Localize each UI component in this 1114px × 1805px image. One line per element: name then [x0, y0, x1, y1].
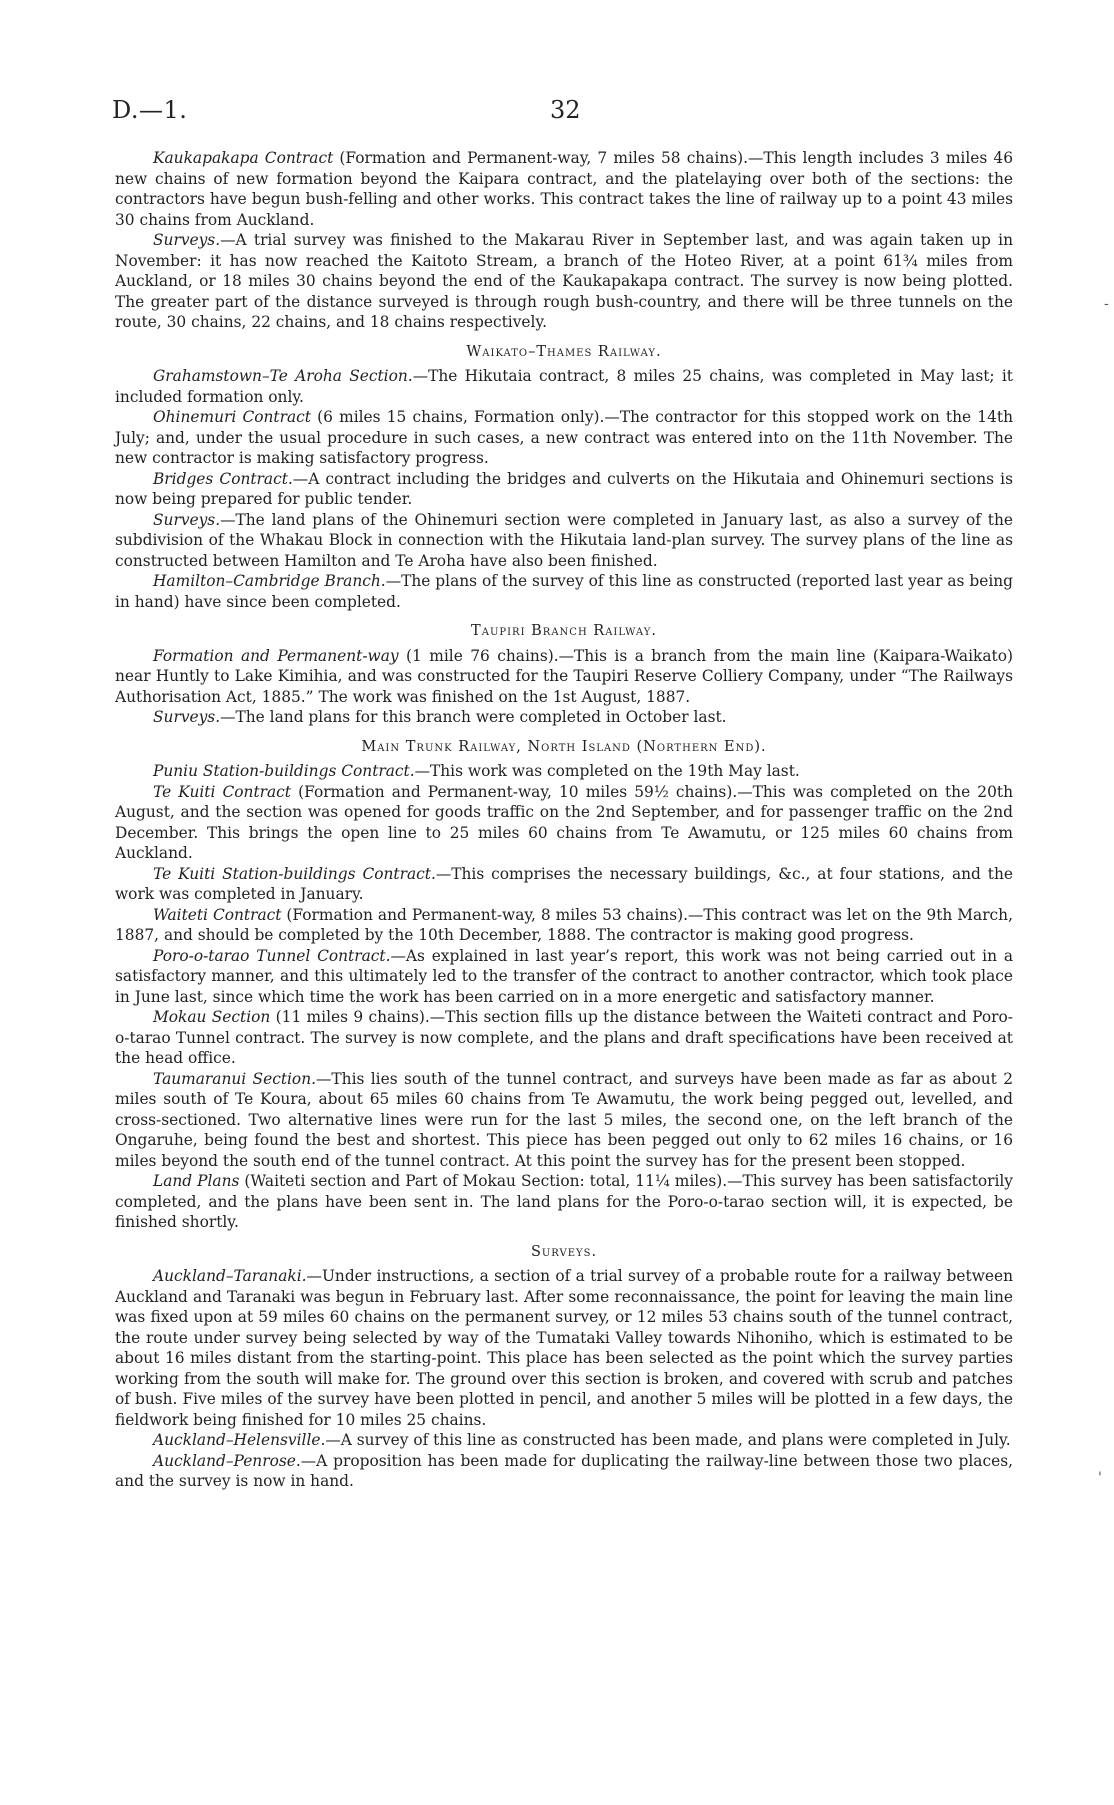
paragraph-text: —The plans of the survey of this line as constructed (reported last year as being in hand) have since been completed.: [115, 572, 1014, 611]
paragraph-text: —A trial survey was finished to the Makarau River in September last, and was again taken up in November: it has now reached the Kaitoto Stream, a branch of the Hoteo River, at a point 61¾ miles from Auckland, or 18 miles 30 chains beyond the end of the Kaukapakapa contract. The survey is now being plotted. The greater part of the distance surveyed is through rough bush-country, and there will be three tunnels on the route, 30 chains, 22 chains, and 18 chains respectively.: [115, 231, 1013, 331]
paragraph-text: —A contract including the bridges and culverts on the Hikutaia and Ohinemuri sections is now being prepared for public tender.: [115, 469, 1013, 508]
paragraph: [115, 571, 1013, 612]
paragraph-lead: Surveys.: [153, 708, 221, 726]
paragraph: [115, 1069, 1013, 1172]
paragraph-text: —The land plans for this branch were completed in October last.: [220, 708, 727, 726]
paragraph-lead: Mokau Section: [153, 1008, 271, 1026]
paragraph-lead: Land Plans: [153, 1172, 240, 1190]
paragraph-lead: Surveys.: [153, 231, 221, 249]
paragraph-lead: Auckland–Taranaki.: [153, 1267, 307, 1285]
paragraph: [115, 946, 1013, 1008]
paragraph-lead: Auckland–Helensville.: [153, 1431, 326, 1449]
page-header: [112, 96, 1012, 130]
paragraph-text: (Formation and Permanent-way, 7 miles 58 chains).—This length includes 3 miles 46 new chains of new formation beyond the Kaipara contract, and the platelaying over both of the sections: the contractors have begun bush-felling and other works. This contract takes the line of railway up to a point 43 miles 30 chains from Auckland.: [115, 149, 1014, 229]
margin-mark: -: [1104, 296, 1109, 312]
paragraph: [115, 1171, 1013, 1233]
paragraph-text: —Under instructions, a section of a trial survey of a probable route for a railway between Auckland and Taranaki was begun in February last. After some reconnaissance, the point for leaving the main line was fixed upon at 59 miles 60 chains on the permanent survey, or 12 miles 53 chains south of the tunnel contract, the route under survey being selected by way of the Tumataki Valley towards Nihoniho, which is estimated to be about 16 miles distant from the starting-point. This place has been selected as the point which the survey parties working from the south will make for. The ground over this section is broken, and covered with scrub and patches of bush. Five miles of the survey have been plotted in pencil, and another 5 miles will be plotted in a few days, the fieldwork being finished for 10 miles 25 chains.: [115, 1267, 1013, 1429]
paragraph-lead: Te Kuiti Contract: [153, 782, 291, 801]
paragraph: [115, 510, 1013, 572]
paragraph-text: (1 mile 76 chains).—This is a branch from the main line (Kaipara-Waikato) near Huntly to Lake Kimihia, and was constructed for the Taupiri Reserve Colliery Company, under “The Railways Authorisation Act, 1885.” The work was finished on the 1st August, 1887.: [115, 646, 1013, 706]
paragraph-lead: Taumaranui Section.: [153, 1069, 317, 1088]
paragraph-lead: Grahamstown–Te Aroha Section.: [153, 367, 413, 385]
paragraph-lead: Hamilton–Cambridge Branch.: [153, 572, 386, 590]
section-heading: Surveys.: [530, 1243, 598, 1260]
paragraph: [115, 230, 1013, 333]
paragraph-text: —This lies south of the tunnel contract, and surveys have been made as far as about 2 miles south of Te Koura, about 65 miles 60 chains from Te Awamutu, the work being pegged out, levelled, and cross-sectioned. Two alternative lines were run for the last 5 miles, the second one, on the left branch of the Ongaruhe, being found the best and shortest. This piece has been pegged out only to 62 miles 16 chains, or 16 miles beyond the south end of the tunnel contract. At this point the survey has for the present been stopped.: [115, 1069, 1013, 1170]
paragraph-text: —A proposition has been made for duplicating the railway-line between those two places, and the survey is now in hand.: [115, 1451, 1013, 1490]
paragraph: [115, 366, 1013, 407]
paragraph-lead: Poro-o-tarao Tunnel Contract.: [153, 946, 391, 965]
paragraph-lead: Kaukapakapa Contract: [153, 149, 334, 167]
paragraph-text: —A survey of this line as constructed has been made, and plans were completed in July.: [325, 1431, 1011, 1449]
paragraph-lead: Ohinemuri Contract: [153, 408, 311, 426]
section-heading: Taupiri Branch Railway.: [471, 623, 657, 639]
paragraph: [115, 1451, 1013, 1492]
paragraph-lead: Formation and Permanent-way: [153, 646, 399, 665]
paragraph-text: (Formation and Permanent-way, 10 miles 59½ chains).—This was completed on the 20th August, and the section was opened for goods traffic on the 2nd September, and for passenger traffic on the 2nd December. This brings the open line to 25 miles 60 chains from Te Awamutu, or 125 miles 60 chains from Auckland.: [115, 782, 1013, 862]
paragraph: [115, 646, 1013, 708]
margin-mark: ': [1098, 1470, 1102, 1486]
section-heading: Main Trunk Railway, North Island (Northern End).: [361, 738, 767, 755]
paragraph-lead: Te Kuiti Station-buildings Contract.: [153, 864, 436, 883]
paragraph: [115, 1266, 1013, 1430]
paragraph: [115, 148, 1013, 230]
paragraph-lead: Puniu Station-buildings Contract.: [153, 762, 415, 780]
paragraph-lead: Auckland–Penrose.: [153, 1451, 301, 1470]
paragraph-text: —The land plans of the Ohinemuri section were completed in January last, as also a survey of the subdivision of the Whakau Block in connection with the Hikutaia land-plan survey. The survey plans of the line as constructed between Hamilton and Te Aroha have also been finished.: [115, 510, 1013, 570]
paragraph-text: —As explained in last year’s report, this work was not being carried out in a satisfactory manner, and this ultimately led to the transfer of the contract to another contractor, which took place in June last, since which time the work has been carried on in a more energetic and satisfactory manner.: [115, 946, 1014, 1006]
paragraph-lead: Bridges Contract.: [153, 469, 293, 488]
paragraph: [115, 707, 1013, 728]
document-reference: D.—1.: [112, 96, 188, 124]
paragraph-text: (6 miles 15 chains, Formation only).—The contractor for this stopped work on the 14th July; and, under the usual procedure in such cases, a new contract was entered into on the 11th November. The new contractor is making satisfactory progress.: [115, 408, 1013, 467]
paragraph-lead: Waiteti Contract: [153, 905, 282, 924]
paragraph-text: (Formation and Permanent-way, 8 miles 53 chains).—This contract was let on the 9th March, 1887, and should be completed by the 10th December, 1888. The contractor is making good progress.: [115, 905, 1013, 944]
document-body: [115, 148, 1013, 1492]
paragraph-text: —This comprises the necessary buildings, &c., at four stations, and the work was completed in January.: [115, 864, 1014, 903]
paragraph: [115, 407, 1013, 469]
paragraph: [115, 905, 1013, 946]
paragraph-lead: Surveys.: [153, 510, 221, 529]
paragraph-text: (11 miles 9 chains).—This section fills up the distance between the Waiteti contract and Poro-o-tarao Tunnel contract. The survey is now complete, and the plans and draft specifications have been received at the head office.: [115, 1008, 1013, 1067]
paragraph: [115, 1430, 1013, 1451]
paragraph-text: —The Hikutaia contract, 8 miles 25 chains, was completed in May last; it included formation only.: [115, 367, 1013, 406]
paragraph: [115, 1007, 1013, 1069]
page-number: 32: [550, 96, 581, 124]
paragraph: [115, 864, 1013, 905]
paragraph: [115, 782, 1013, 864]
paragraph: [115, 469, 1013, 510]
paragraph: [115, 761, 1013, 782]
section-heading: Waikato–Thames Railway.: [466, 343, 662, 360]
paragraph-text: —This work was completed on the 19th May last.: [414, 762, 800, 780]
paragraph-text: (Waiteti section and Part of Mokau Section: total, 11¼ miles).—This survey has been satisfactorily completed, and the plans have been sent in. The land plans for the Poro-o-tarao section will, it is expected, be finished shortly.: [115, 1172, 1013, 1231]
